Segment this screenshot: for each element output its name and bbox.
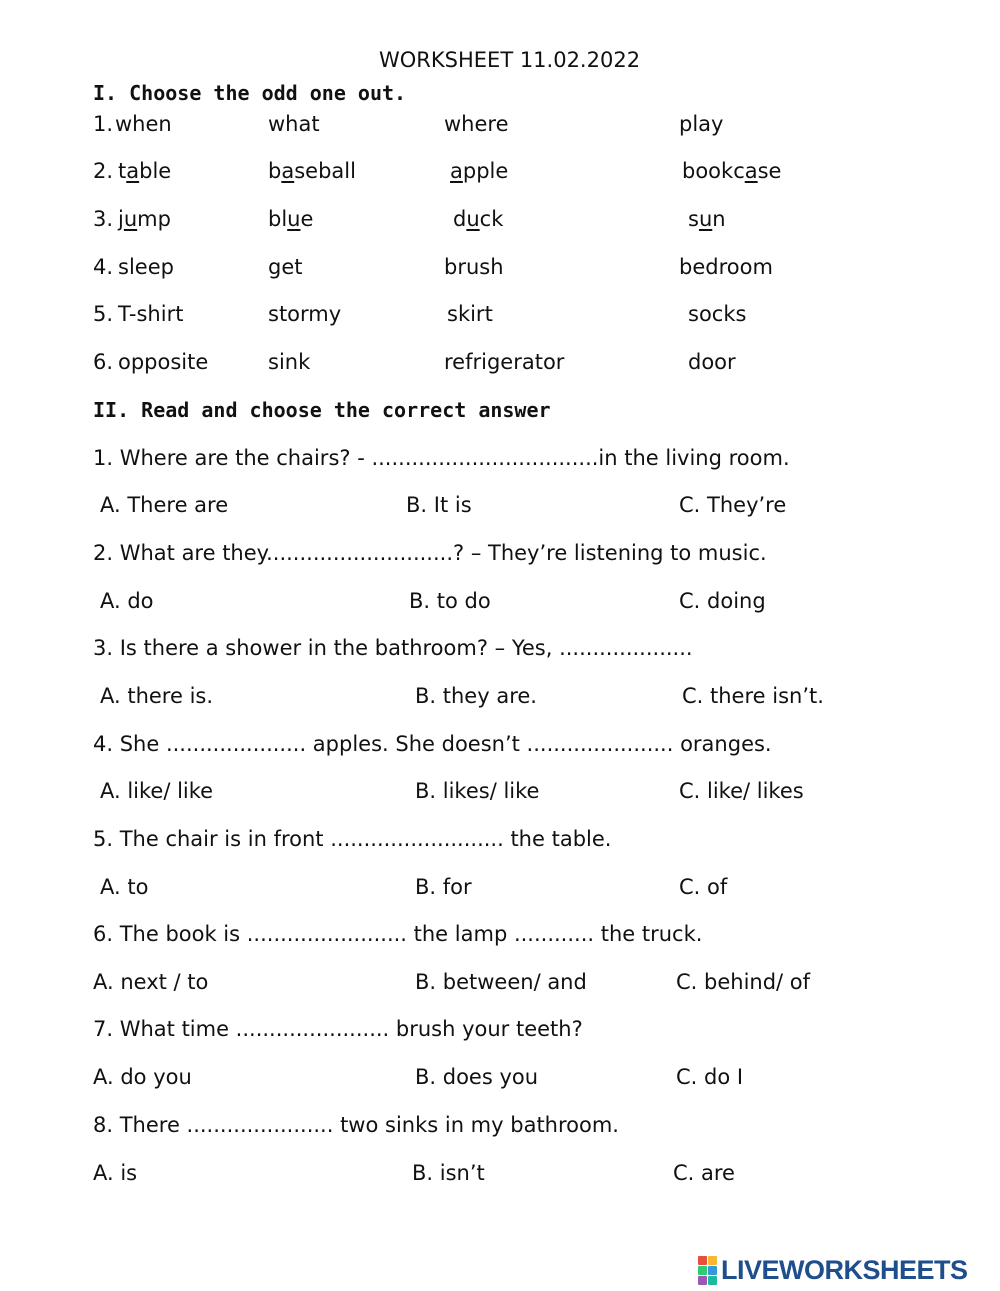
answer-option: C. like/ likes [679, 779, 804, 803]
question-text: 4. She ..................... apples. She doesn’t ...................... oranges. [93, 732, 772, 756]
section-2-heading: II. Read and choose the correct answer [93, 398, 551, 422]
word-option: bookcase [682, 159, 782, 183]
item-number: 5. [93, 302, 114, 326]
word-option: bedroom [679, 255, 773, 279]
word-option: where [444, 112, 509, 136]
answer-option: B. to do [409, 589, 491, 613]
word-option: T-shirt [118, 302, 184, 326]
item-number: 4. [93, 255, 114, 279]
word-option: sun [688, 207, 726, 231]
answer-option: B. It is [406, 493, 472, 517]
word-option: brush [444, 255, 504, 279]
answer-option: B. between/ and [415, 970, 587, 994]
word-option: blue [268, 207, 314, 231]
word-option: apple [450, 159, 509, 183]
question-text: 5. The chair is in front .......................... the table. [93, 827, 612, 851]
word-option: table [118, 159, 172, 183]
answer-option: A. next / to [93, 970, 209, 994]
question-text: 3. Is there a shower in the bathroom? – Yes, .................... [93, 636, 693, 660]
liveworksheets-logo-text: LIVEWORKSHEETS [721, 1254, 968, 1285]
item-number: 1. [93, 112, 114, 136]
answer-option: A. do [100, 589, 154, 613]
item-number: 2. [93, 159, 114, 183]
word-option: stormy [268, 302, 342, 326]
answer-option: B. does you [415, 1065, 539, 1089]
answer-option: C. They’re [679, 493, 787, 517]
answer-option: C. doing [679, 589, 766, 613]
question-text: 1. Where are the chairs? - ..................................in the living room. [93, 446, 790, 470]
item-number: 3. [93, 207, 114, 231]
word-option: jump [118, 207, 171, 231]
word-option: refrigerator [444, 350, 565, 374]
answer-option: B. for [415, 875, 472, 899]
question-text: 7. What time ....................... brush your teeth? [93, 1017, 583, 1041]
liveworksheets-logo-icon [698, 1256, 717, 1285]
word-option: what [268, 112, 320, 136]
word-option: socks [688, 302, 747, 326]
word-option: opposite [118, 350, 209, 374]
answer-option: A. do you [93, 1065, 192, 1089]
answer-option: C. are [673, 1161, 735, 1185]
answer-option: A. like/ like [100, 779, 214, 803]
word-option: play [679, 112, 724, 136]
answer-option: A. There are [100, 493, 229, 517]
worksheet-title: WORKSHEET 11.02.2022 [379, 48, 641, 72]
answer-option: B. isn’t [412, 1161, 485, 1185]
answer-option: C. of [679, 875, 728, 899]
question-text: 6. The book is ........................ the lamp ............ the truck. [93, 922, 703, 946]
word-option: sleep [118, 255, 174, 279]
answer-option: C. there isn’t. [682, 684, 824, 708]
section-1-heading: I. Choose the odd one out. [93, 81, 407, 105]
answer-option: C. behind/ of [676, 970, 811, 994]
word-option: when [115, 112, 172, 136]
liveworksheets-logo [698, 1256, 968, 1284]
answer-option: A. there is. [100, 684, 214, 708]
answer-option: B. likes/ like [415, 779, 540, 803]
word-option: sink [268, 350, 311, 374]
word-option: duck [453, 207, 504, 231]
question-text: 8. There ...................... two sinks in my bathroom. [93, 1113, 619, 1137]
answer-option: A. to [100, 875, 149, 899]
answer-option: B. they are. [415, 684, 537, 708]
answer-option: A. is [93, 1161, 138, 1185]
item-number: 6. [93, 350, 114, 374]
answer-option: C. do I [676, 1065, 744, 1089]
question-text: 2. What are they............................? – They’re listening to music. [93, 541, 767, 565]
word-option: get [268, 255, 303, 279]
word-option: skirt [447, 302, 493, 326]
word-option: door [688, 350, 736, 374]
word-option: baseball [268, 159, 356, 183]
